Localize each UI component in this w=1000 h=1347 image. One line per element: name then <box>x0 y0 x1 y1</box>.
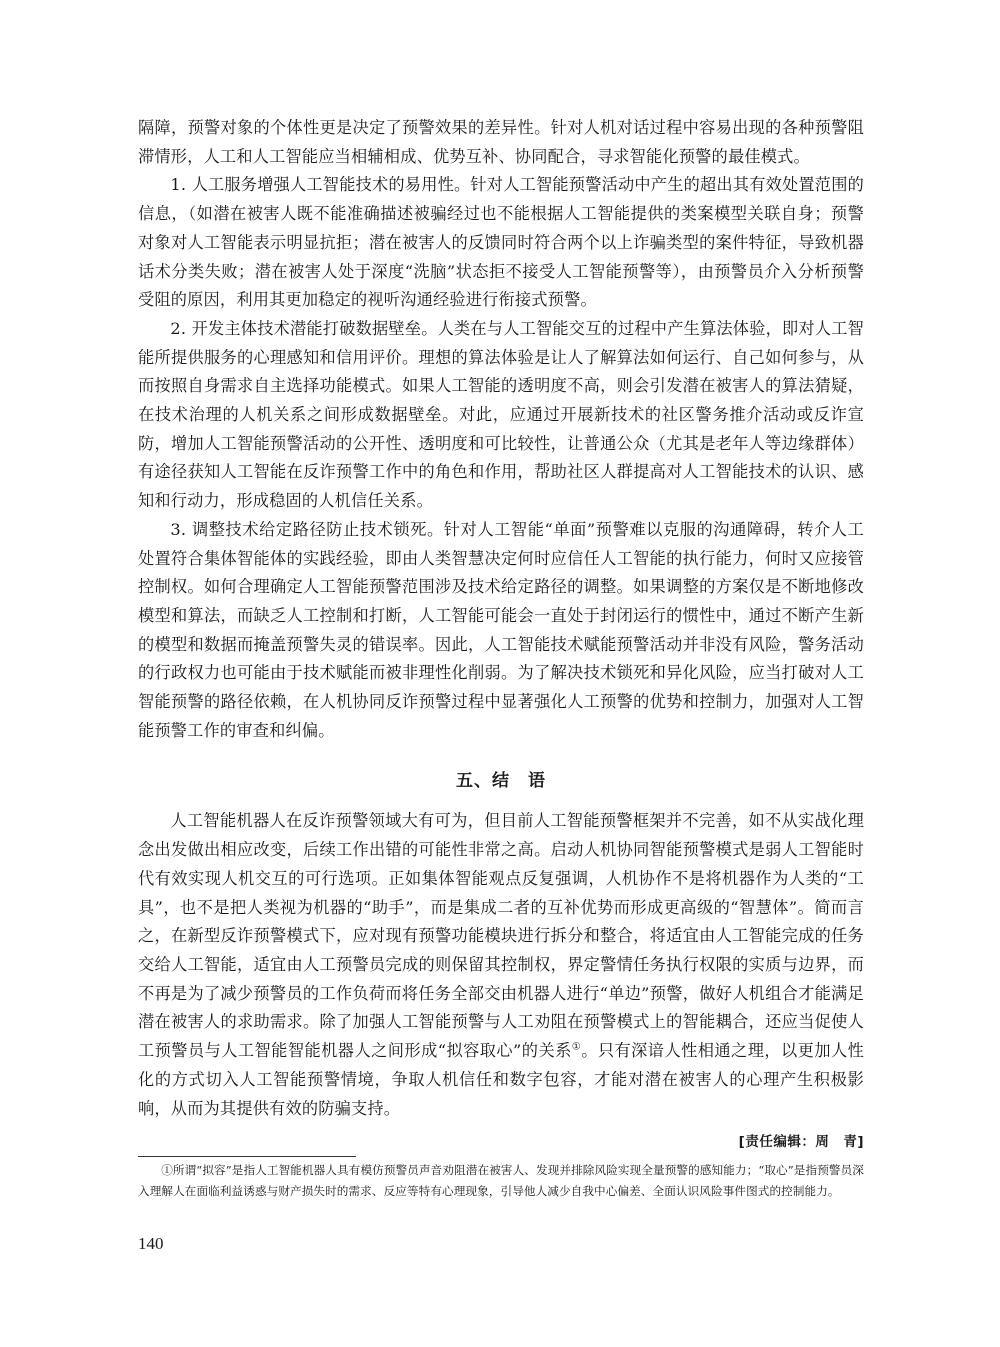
conclusion-text-part-1: 人工智能机器人在反诈预警领域大有可为，但目前人工智能预警框架并不完善，如不从实战化理念出发做出相应改变，后续工作出错的可能性非常之高。启动人机协同智能预警模式是弱人工智能时代有效实现人机交互的可行选项。正如集体智能观点反复强调，人机协作不是将机器作为人类的“工具”，也不是把人类视为机器的“助手”，而是集成二者的互补优势而形成更高级的“智慧体”。简而言之，在新型反诈预警模式下，应对现有预警功能模块进行拆分和整合，将适宜由人工智能完成的任务交给人工智能，适宜由人工预警员完成的则保留其控制权，界定警情任务执行权限的实质与边界，而不再是为了减少预警员的工作负荷而将任务全部交由机器人进行“单边”预警，做好人机组合才能满足潜在被害人的求助需求。除了加强人工智能预警与人工劝阻在预警模式上的智能耦合，还应当促使人工预警员与人工智能智能机器人之间形成“拟容取心”的关系 <box>138 811 864 1061</box>
conclusion-text-part-2: 。只有深谙人性相通之理，以更加人性化的方式切入人工智能预警情境，争取人机信任和数字包容，才能对潜在被害人的心理产生积极影响，从而为其提供有效的防骗支持。 <box>138 1041 865 1118</box>
responsible-editor-credit: [责任编辑：周 青] <box>738 1134 864 1150</box>
footnote-divider <box>138 1156 356 1157</box>
paragraph-intro-continuation: 隔障，预警对象的个体性更是决定了预警效果的差异性。针对人机对话过程中容易出现的各种预警阻滞情形，人工和人工智能应当相辅相成、优势互补、协同配合，寻求智能化预警的最佳模式。 <box>138 118 864 166</box>
footnote-reference-marker[interactable]: ① <box>571 1041 582 1053</box>
footnote-text: ①所谓“拟容”是指人工智能机器人具有模仿预警员声音劝阻潜在被害人、发现并排除风险实现全量预警的感知能力；“取心”是指预警员深入理解人在面临利益诱惑与财产损失时的需求、反应等特有心理现象，引导他人减少自我中心偏差、全面认识风险事件图式的控制能力。 <box>138 1163 864 1198</box>
paragraph-point-2: 2. 开发主体技术潜能打破数据壁垒。人类在与人工智能交互的过程中产生算法体验，即对人工智能所提供服务的心理感知和信用评价。理想的算法体验是让人了解算法如何运行、自己如何参与，从而按照自身需求自主选择功能模式。如果人工智能的透明度不高，则会引发潜在被害人的算法猜疑，在技术治理的人机关系之间形成数据壁垒。对此，应通过开展新技术的社区警务推介活动或反诈宣防，增加人工智能预警活动的公开性、透明度和可比较性，让普通公众（尤其是老年人等边缘群体）有途径获知人工智能在反诈预警工作中的角色和作用，帮助社区人群提高对人工智能技术的认识、感知和行动力，形成稳固的人机信任关系。 <box>138 318 864 511</box>
paragraph-conclusion <box>138 807 864 1123</box>
paragraph-point-3: 3. 调整技术给定路径防止技术锁死。针对人工智能“单面”预警难以克服的沟通障碍，转介人工处置符合集体智能体的实践经验，即由人类智慧决定何时应信任人工智能的执行能力，何时又应接管控制权。如何合理确定人工智能预警范围涉及技术给定路径的调整。如果调整的方案仅是不断地修改模型和算法，而缺乏人工控制和打断，人工智能可能会一直处于封闭运行的惯性中，通过不断产生新的模型和数据而掩盖预警失灵的错误率。因此，人工智能技术赋能预警活动并非没有风险，警务活动的行政权力也可能由于技术赋能而被非理性化削弱。为了解决技术锁死和异化风险，应当打破对人工智能预警的路径依赖，在人机协同反诈预警过程中显著强化人工预警的优势和控制力，加强对人工智能预警工作的审查和纠偏。 <box>138 519 864 740</box>
page-number: 140 <box>138 1234 164 1253</box>
section-heading-conclusion: 五、结 语 <box>456 771 546 792</box>
article-body <box>138 114 864 1123</box>
paragraph-point-1: 1. 人工服务增强人工智能技术的易用性。针对人工智能预警活动中产生的超出其有效处置范围的信息，（如潜在被害人既不能准确描述被骗经过也不能根据人工智能提供的类案模型关联自身；预警对象对人工智能表示明显抗拒；潜在被害人的反馈同时符合两个以上诈骗类型的案件特征，导致机器话术分类失败；潜在被害人处于深度“洗脑”状态拒不接受人工智能预警等），由预警员介入分析预警受阻的原因，利用其更加稳定的视听沟通经验进行衔接式预警。 <box>138 175 864 310</box>
